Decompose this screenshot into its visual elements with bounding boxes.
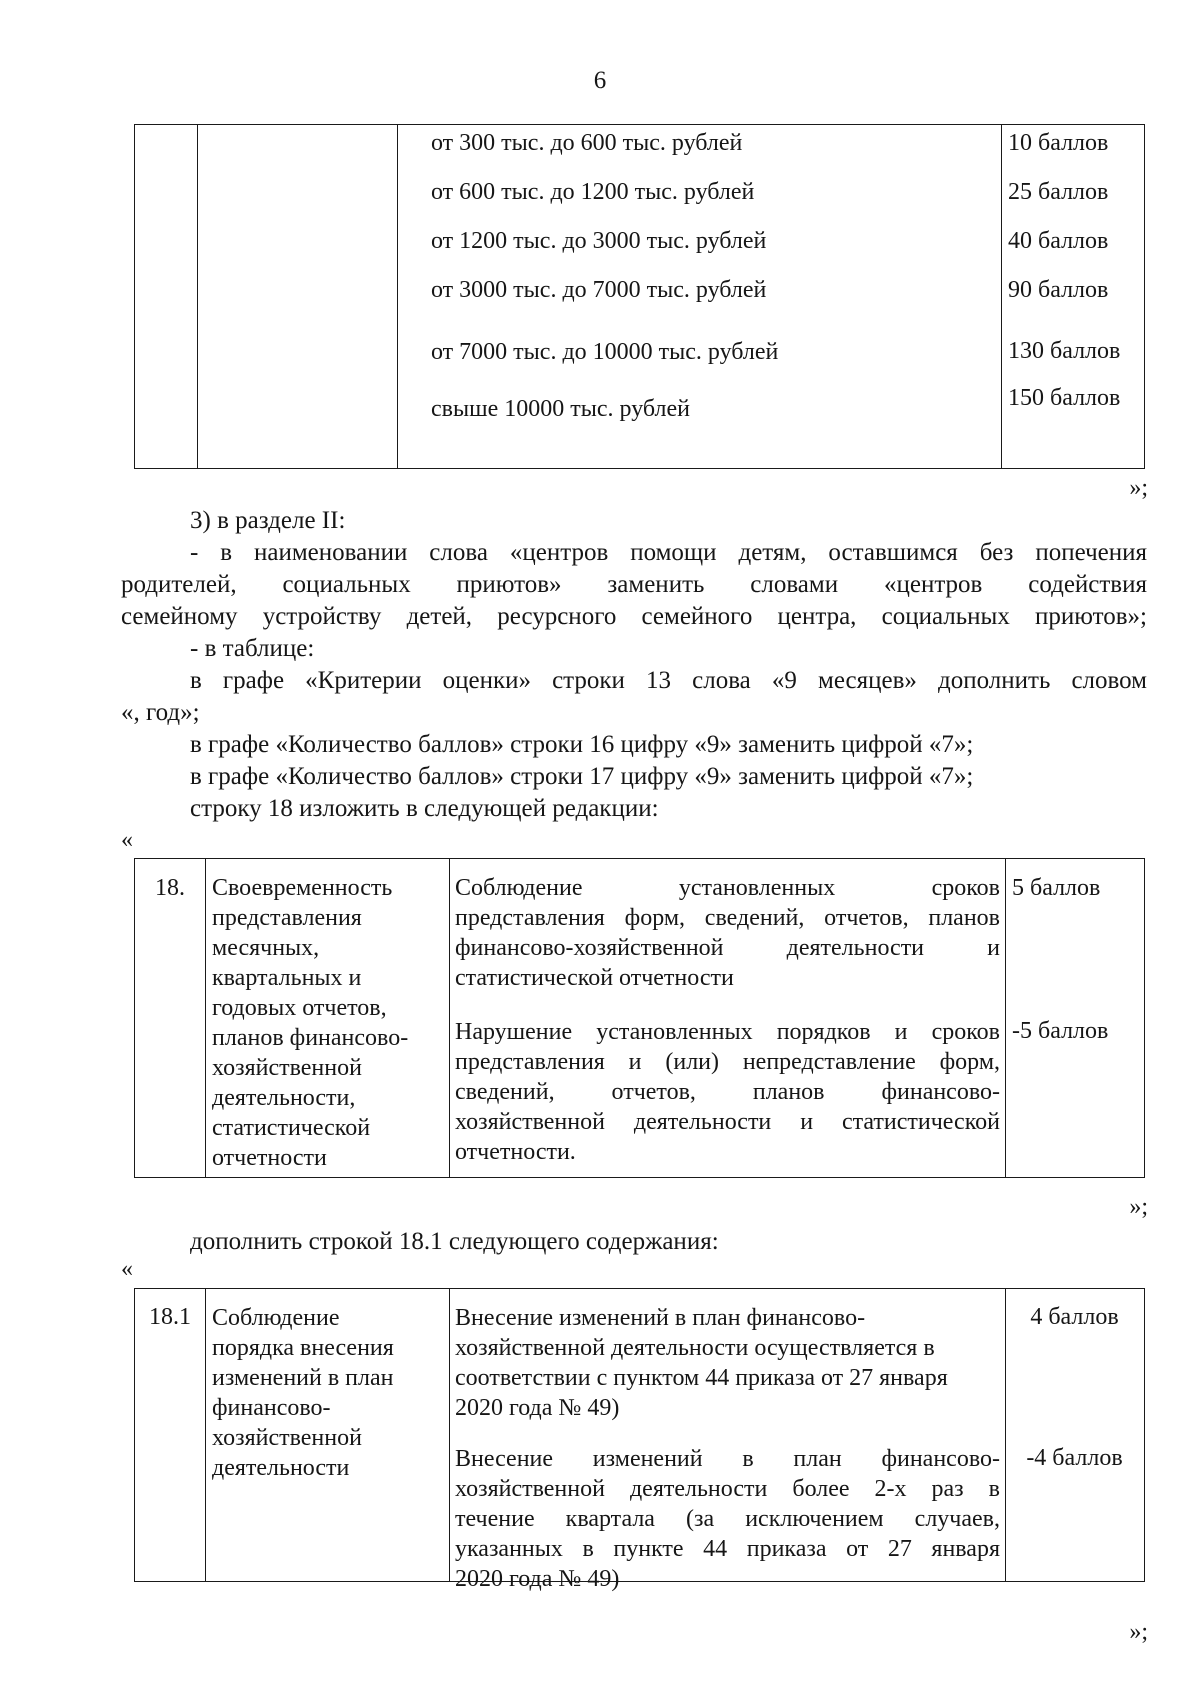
paragraph-line: родителей, социальных приютов» заменить словами «центров содействия bbox=[121, 571, 1147, 598]
paragraph-line: «, год»; bbox=[121, 699, 200, 726]
paragraph-line: строку 18 изложить в следующей редакции: bbox=[190, 795, 659, 822]
row-number: 18. bbox=[155, 875, 185, 901]
paragraph-line: - в наименовании слова «центров помощи детям, оставшимся без попечения bbox=[190, 539, 1147, 566]
paragraph-line: в графе «Количество баллов» строки 16 цифру «9» заменить цифрой «7»; bbox=[190, 731, 974, 758]
table-row-criterion: от 300 тыс. до 600 тыс. рублей bbox=[431, 130, 743, 156]
closing-quote: »; bbox=[1129, 1619, 1148, 1645]
table-points-by-amount bbox=[134, 124, 1145, 469]
table-column-divider bbox=[397, 125, 398, 468]
table-row-points: 25 баллов bbox=[1008, 179, 1109, 205]
table-column-divider bbox=[1005, 1289, 1006, 1581]
page-number: 6 bbox=[593, 67, 607, 94]
table-row-points: 40 баллов bbox=[1008, 228, 1109, 254]
evaluation-criterion: Соблюдение установленных сроков представления форм, сведений, отчетов, планов финансово-хозяйственной деятельности и статистической отчетности bbox=[455, 875, 1000, 991]
table-row-criterion: от 600 тыс. до 1200 тыс. рублей bbox=[431, 179, 755, 205]
opening-quote: « bbox=[121, 1256, 133, 1282]
criterion-name: Соблюдение порядка внесения изменений в план финансово- хозяйственной деятельности bbox=[212, 1305, 394, 1481]
paragraph-line: - в таблице: bbox=[190, 635, 315, 662]
table-row-points: 150 баллов bbox=[1008, 385, 1121, 411]
row-number: 18.1 bbox=[149, 1304, 191, 1330]
table-column-divider bbox=[197, 125, 198, 468]
paragraph-line: дополнить строкой 18.1 следующего содержания: bbox=[190, 1228, 719, 1255]
table-row-points: 130 баллов bbox=[1008, 338, 1121, 364]
evaluation-criterion: Нарушение установленных порядков и сроков представления и (или) непредставление форм, сведений, отчетов, планов финансово- хозяйственной деятельности и статистической отчетности. bbox=[455, 1019, 1000, 1165]
points-value: -5 баллов bbox=[1012, 1018, 1109, 1044]
table-row-criterion: свыше 10000 тыс. рублей bbox=[431, 396, 690, 422]
paragraph-line: семейному устройству детей, ресурсного семейного центра, социальных приютов»; bbox=[121, 603, 1147, 630]
table-row-criterion: от 7000 тыс. до 10000 тыс. рублей bbox=[431, 339, 779, 365]
table-row-18-1 bbox=[134, 1288, 1145, 1592]
criterion-name: Своевременность представления месячных, квартальных и годовых отчетов, планов финансово- хозяйственной деятельности, статистической отчетности bbox=[212, 875, 409, 1171]
paragraph-line: в графе «Критерии оценки» строки 13 слова «9 месяцев» дополнить словом bbox=[190, 667, 1147, 694]
evaluation-criterion: Внесение изменений в план финансово- хозяйственной деятельности более 2-х раз в течение квартала (за исключением случаев, указанных в пункте 44 приказа от 27 января 2020 года № 49) bbox=[455, 1446, 1000, 1592]
points-value: -4 баллов bbox=[1026, 1445, 1123, 1471]
evaluation-criterion: Внесение изменений в план финансово- хозяйственной деятельности осуществляется в соответствии с пунктом 44 приказа от 27 января 2020 года № 49) bbox=[455, 1305, 948, 1421]
table-column-divider bbox=[205, 859, 206, 1177]
table-column-divider bbox=[1001, 125, 1002, 468]
opening-quote: « bbox=[121, 827, 133, 853]
table-column-divider bbox=[1005, 859, 1006, 1177]
paragraph-line: в графе «Количество баллов» строки 17 цифру «9» заменить цифрой «7»; bbox=[190, 763, 974, 790]
points-value: 5 баллов bbox=[1012, 875, 1101, 901]
table-column-divider bbox=[449, 1289, 450, 1581]
points-value: 4 баллов bbox=[1030, 1304, 1119, 1330]
table-row-points: 10 баллов bbox=[1008, 130, 1109, 156]
closing-quote: »; bbox=[1129, 1194, 1148, 1220]
table-row-points: 90 баллов bbox=[1008, 277, 1109, 303]
table-row-criterion: от 1200 тыс. до 3000 тыс. рублей bbox=[431, 228, 767, 254]
section-heading: 3) в разделе II: bbox=[190, 507, 346, 534]
table-column-divider bbox=[205, 1289, 206, 1581]
closing-quote: »; bbox=[1129, 475, 1148, 501]
table-row-18 bbox=[134, 858, 1145, 1178]
table-row-criterion: от 3000 тыс. до 7000 тыс. рублей bbox=[431, 277, 767, 303]
table-column-divider bbox=[449, 859, 450, 1177]
